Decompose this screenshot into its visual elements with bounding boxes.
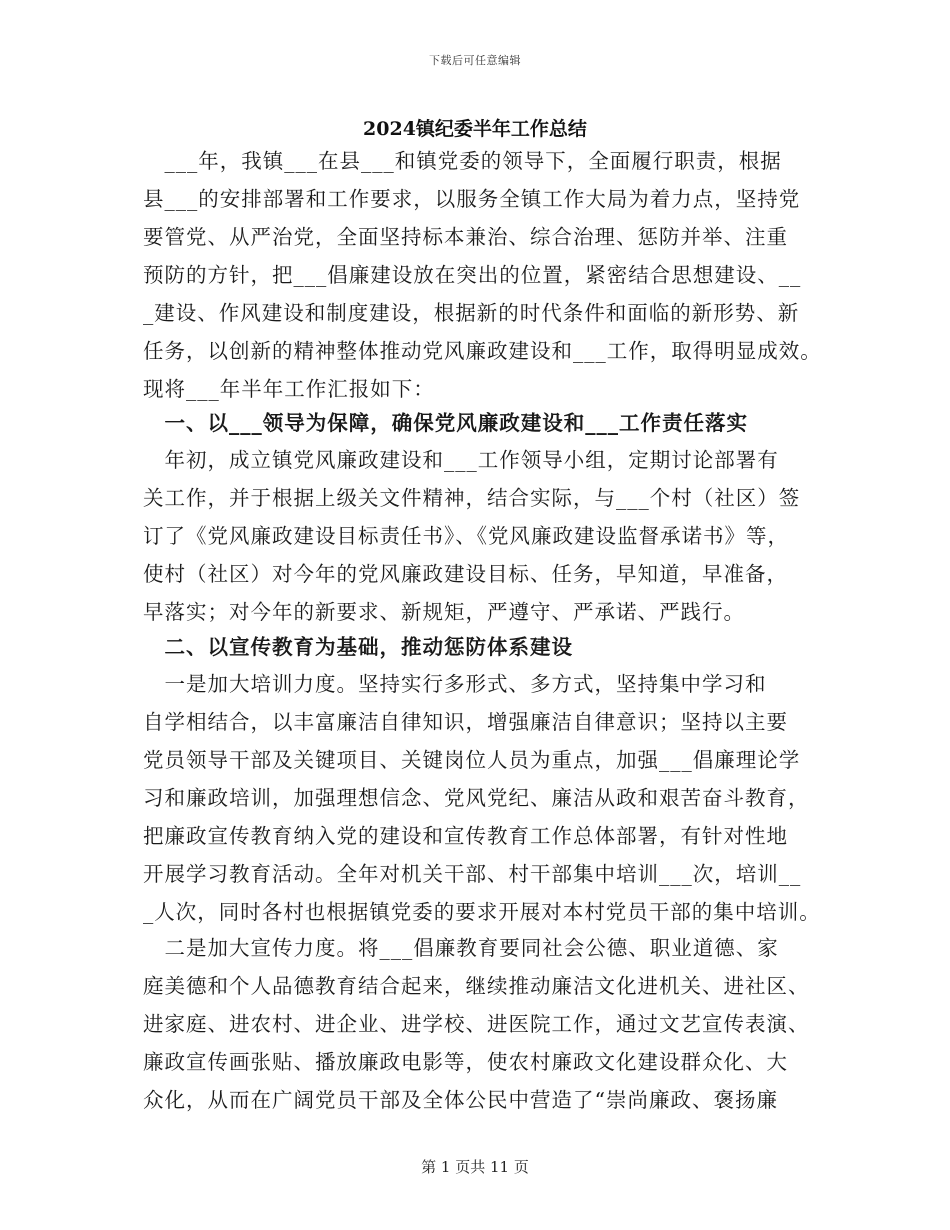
- text-line: 一是加大培训力度。坚持实行多形式、多方式，坚持集中学习和: [143, 672, 767, 696]
- text-line: 庭美德和个人品德教育结合起来，继续推动廉洁文化进机关、进社区、: [143, 974, 810, 998]
- paragraph-intro: [143, 142, 822, 408]
- heading-line: 一、以___领导为保障，确保党风廉政建设和___工作责任落实: [143, 411, 748, 435]
- text-line: _建设、作风建设和制度建设，根据新的时代条件和面临的新形势、新: [143, 301, 800, 325]
- text-line: 要管党、从严治党，全面坚持标本兼治、综合治理、惩防并举、注重: [143, 225, 788, 249]
- text-line: 任务，以创新的精神整体推动党风廉政建设和___工作，取得明显成效。: [143, 339, 822, 363]
- text-line: 年初，成立镇党风廉政建设和___工作领导小组，定期讨论部署有: [143, 448, 779, 472]
- text-line: 使村（社区）对今年的党风廉政建设目标、任务，早知道，早准备，: [143, 562, 788, 586]
- text-line: 把廉政宣传教育纳入党的建设和宣传教育工作总体部署，有针对性地: [143, 824, 788, 848]
- text-line: 习和廉政培训，加强理想信念、党风党纪、廉洁从政和艰苦奋斗教育，: [143, 786, 810, 810]
- text-line: _人次，同时各村也根据镇党委的要求开展对本村党员干部的集中培训。: [143, 900, 821, 924]
- paragraph-publicity: [143, 929, 813, 1119]
- text-line: 关工作，并于根据上级关文件精神，结合实际，与___个村（社区）签: [143, 486, 801, 510]
- text-line: 众化，从而在广阔党员干部及全体公民中营造了“崇尚廉政、褒扬廉: [143, 1088, 778, 1112]
- paragraph-responsibility: [143, 441, 813, 631]
- text-line: 预防的方针，把___倡廉建设放在突出的位置，紧密结合思想建设、__: [143, 263, 802, 287]
- page-header-note: 下载后可任意编辑: [429, 54, 521, 67]
- text-line: 县___的安排部署和工作要求，以服务全镇工作大局为着力点，坚持党: [143, 187, 801, 211]
- page-number: 第 1 页共 11 页: [421, 1158, 529, 1176]
- paragraph-training: [143, 665, 821, 931]
- section-heading-1: [143, 404, 813, 442]
- text-line: 进家庭、进农村、进企业、进学校、进医院工作，通过文艺宣传表演、: [143, 1012, 810, 1036]
- text-line: ___年，我镇___在县___和镇党委的领导下，全面履行职责，根据: [143, 149, 782, 173]
- text-line: 现将___年半年工作汇报如下：: [143, 377, 435, 401]
- text-line: 廉政宣传画张贴、播放廉政电影等，使农村廉政文化建设群众化、大: [143, 1050, 788, 1074]
- section-heading-2: [143, 628, 813, 666]
- text-line: 早落实；对今年的新要求、新规矩，严遵守、严承诺、严践行。: [143, 600, 745, 624]
- heading-line: 二、以宣传教育为基础，推动惩防体系建设: [143, 635, 573, 659]
- text-line: 订了《党风廉政建设目标责任书》、《党风廉政建设监督承诺书》等，: [143, 524, 789, 548]
- text-line: 自学相结合，以丰富廉洁自律知识，增强廉洁自律意识；坚持以主要: [143, 710, 788, 734]
- text-line: 开展学习教育活动。全年对机关干部、村干部集中培训___次，培训__: [143, 862, 802, 886]
- text-line: 二是加大宣传力度。将___倡廉教育要同社会公德、职业道德、家: [143, 936, 779, 960]
- text-line: 党员领导干部及关键项目、关键岗位人员为重点，加强___倡廉理论学: [143, 748, 801, 772]
- document-title: 2024镇纪委半年工作总结: [363, 118, 587, 140]
